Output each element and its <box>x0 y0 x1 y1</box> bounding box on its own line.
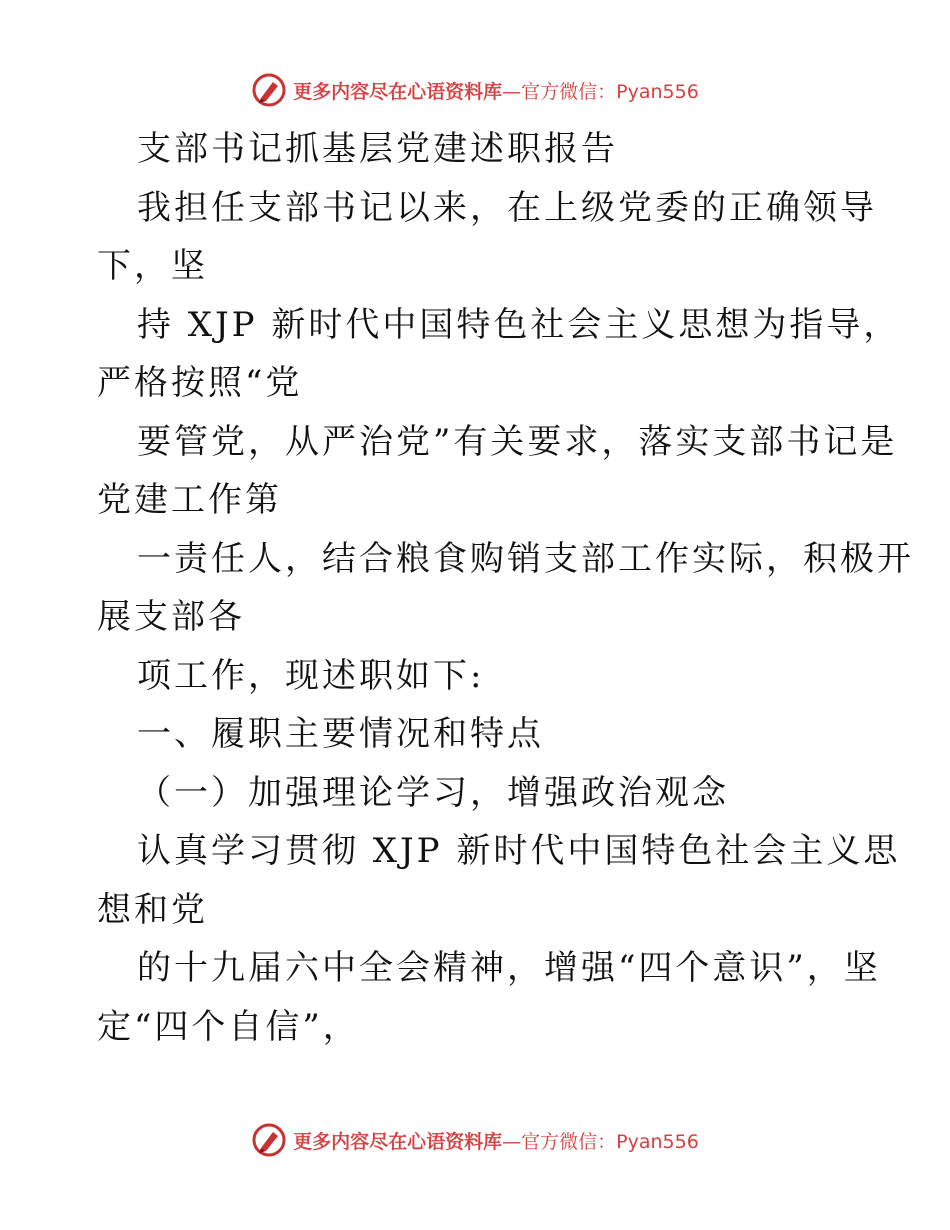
document-title: 支部书记抓基层党建述职报告 <box>137 129 618 169</box>
pen-nib-logo-icon <box>251 72 287 108</box>
pen-nib-logo-icon <box>251 1122 287 1158</box>
text-line: 一、履职主要情况和特点 <box>137 714 544 754</box>
text-line: 持 XJP 新时代中国特色社会主义思想为指导， <box>137 304 901 345</box>
document-body <box>97 120 914 1056</box>
text-line: 下，坚 <box>97 246 208 286</box>
watermark-main-text: 更多内容尽在心语资料库 <box>293 80 503 103</box>
text-line: 要管党，从严治党”有关要求，落实支部书记是 <box>137 421 898 462</box>
watermark-contact-text: —官方微信：Pyan556 <box>502 1130 699 1153</box>
watermark-main-text: 更多内容尽在心语资料库 <box>293 1130 503 1153</box>
text-line: 认真学习贯彻 XJP 新时代中国特色社会主义思 <box>137 831 901 871</box>
watermark-text <box>293 1127 699 1154</box>
text-line: 的十九届六中全会精神，增强“四个意识”，坚 <box>137 948 881 988</box>
text-line: 一责任人，结合粮食购销支部工作实际，积极开 <box>137 538 914 579</box>
text-line: 党建工作第 <box>97 480 282 520</box>
text-line: （一）加强理论学习，增强政治观念 <box>137 772 729 813</box>
footer-watermark <box>0 1120 950 1160</box>
text-line: 严格按照“党 <box>97 363 303 403</box>
header-watermark <box>0 70 950 110</box>
text-line: 项工作，现述职如下: <box>137 655 485 696</box>
text-line: 展支部各 <box>97 597 245 637</box>
text-line: 定“四个自信”， <box>97 1006 360 1047</box>
watermark-text <box>293 77 699 104</box>
text-line: 我担任支部书记以来，在上级党委的正确领导 <box>137 187 877 228</box>
watermark-contact-text: —官方微信：Pyan556 <box>502 80 699 103</box>
text-line: 想和党 <box>97 889 208 930</box>
